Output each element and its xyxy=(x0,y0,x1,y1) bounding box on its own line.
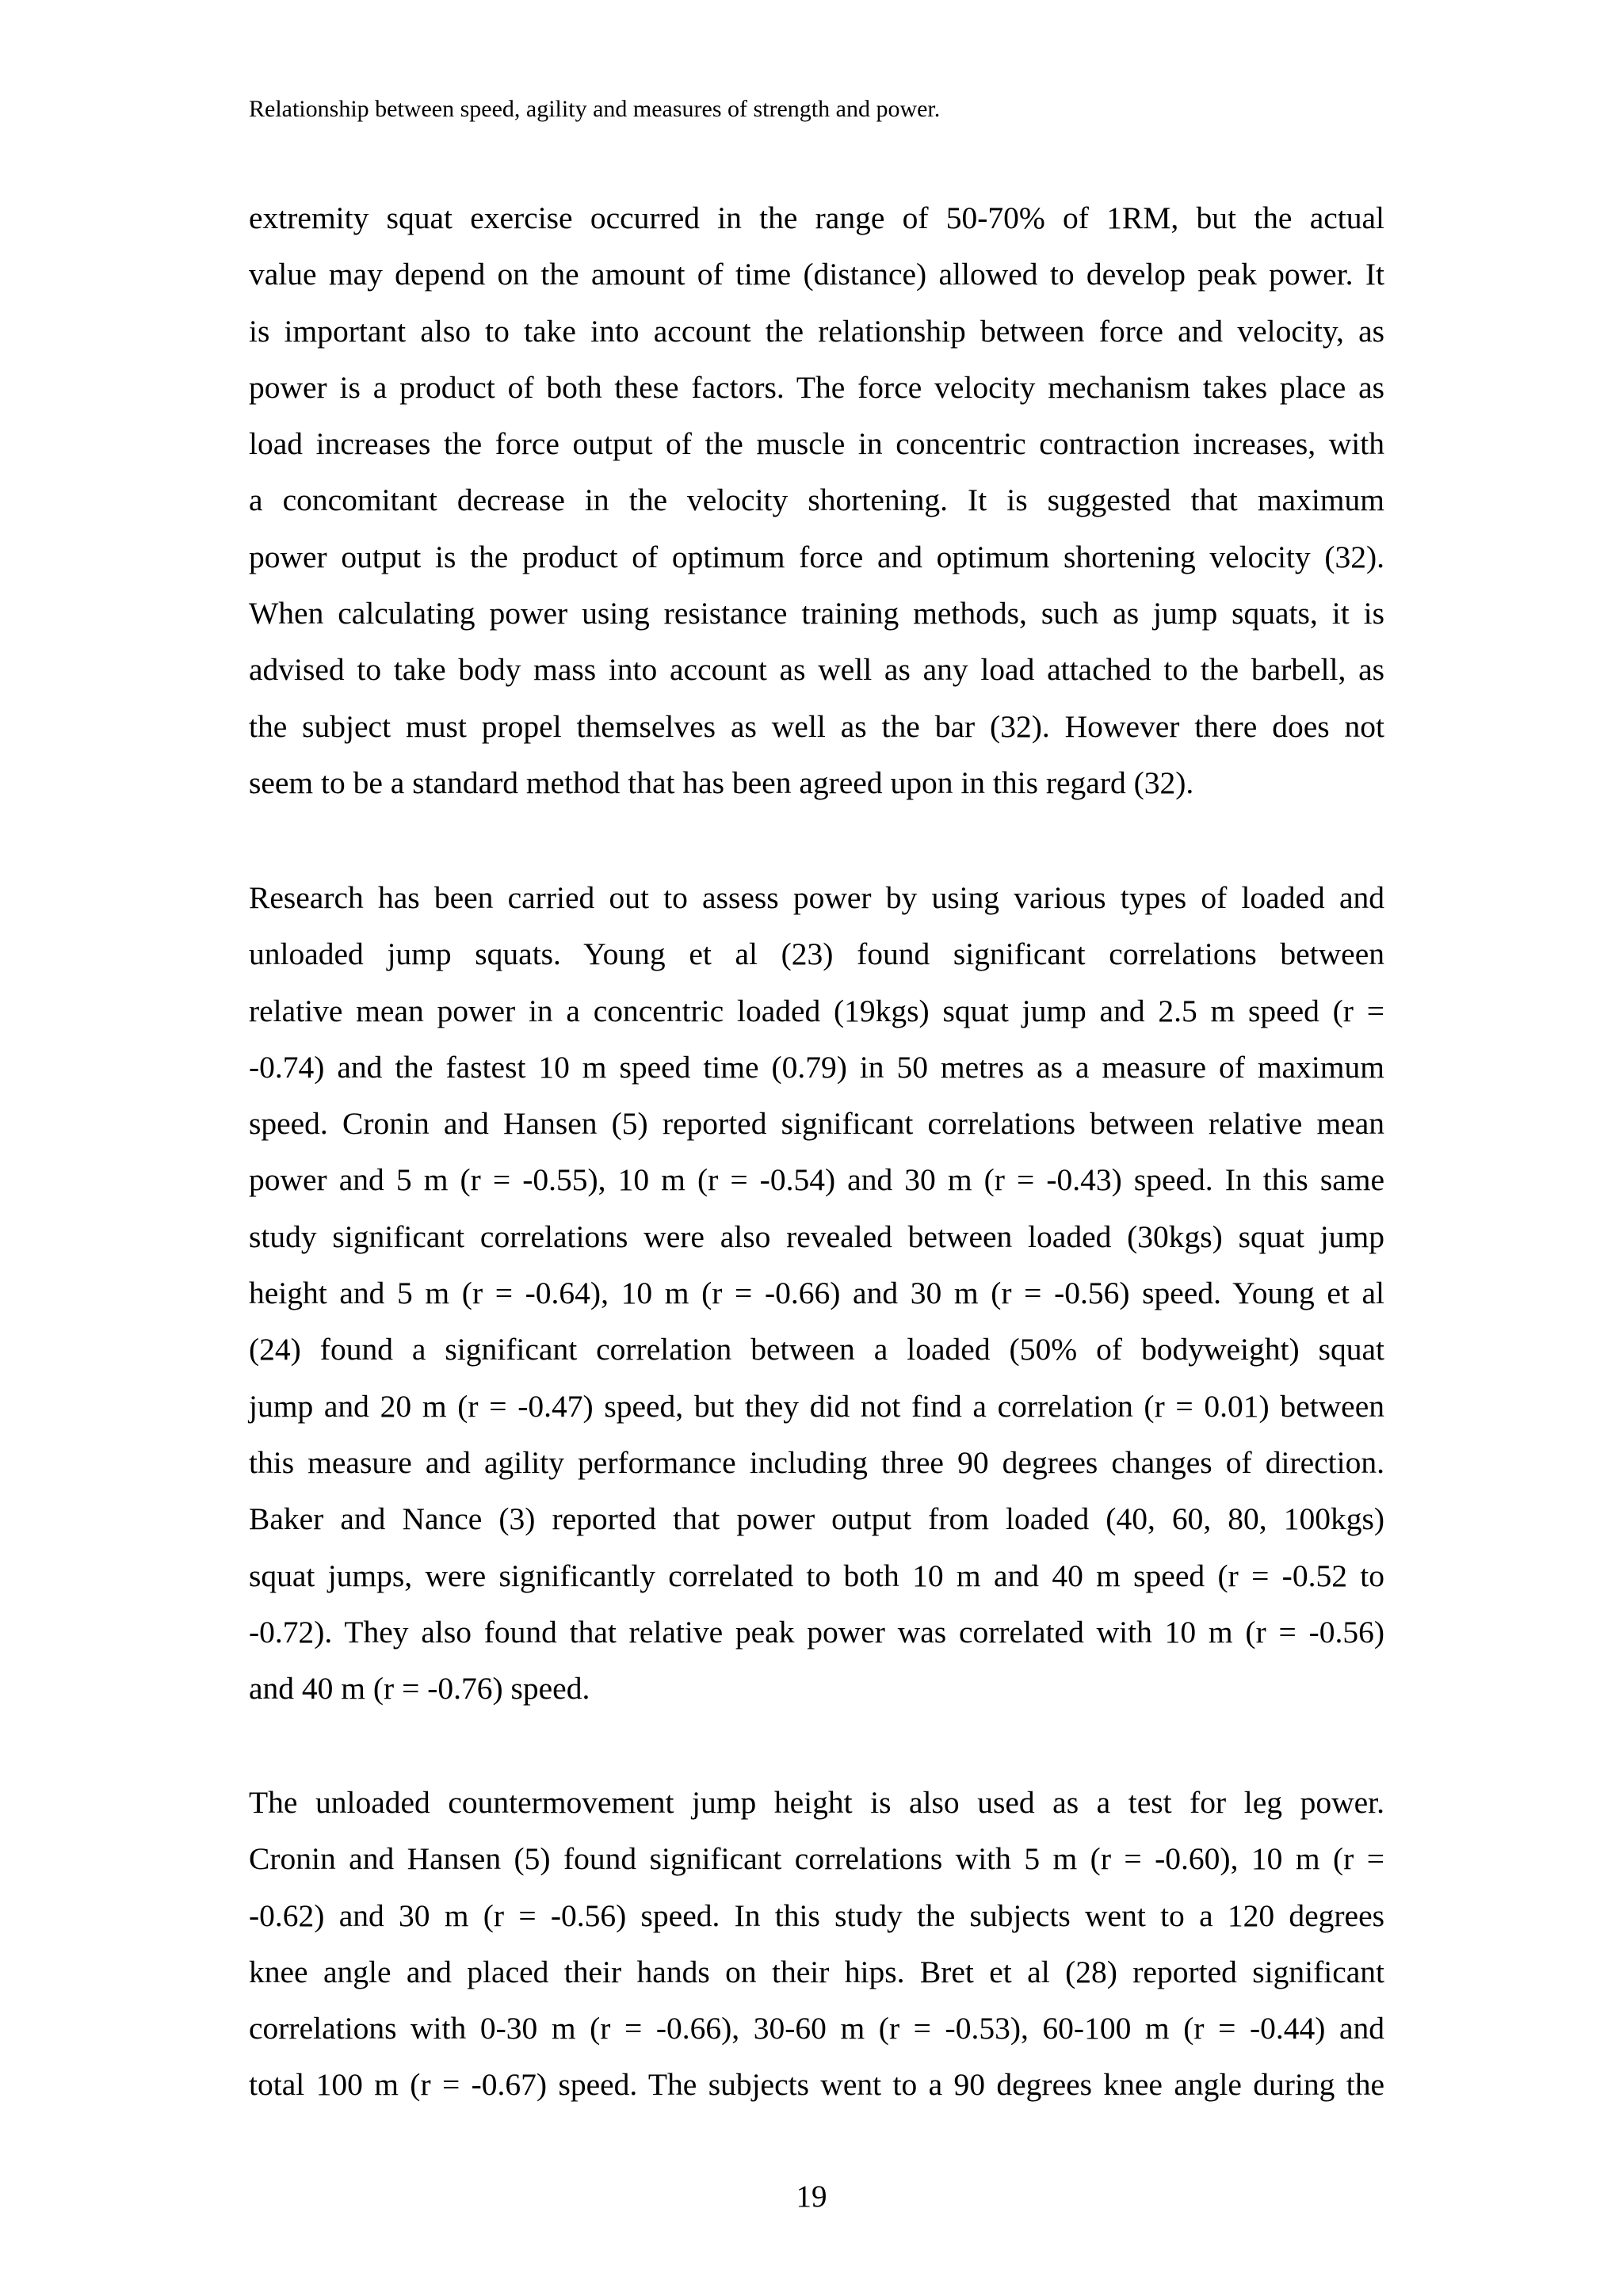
paragraph-jump-squat-research xyxy=(249,870,1384,1717)
text-line: Research has been carried out to assess power by using various types of loaded and xyxy=(249,880,1384,915)
text-line: jump and 20 m (r = -0.47) speed, but they did not find a correlation (r = 0.01) between xyxy=(249,1388,1384,1424)
text-line: seem to be a standard method that has been agreed upon in this regard (32). xyxy=(249,765,1194,800)
text-line: a concomitant decrease in the velocity shortening. It is suggested that maximum xyxy=(249,482,1384,518)
text-line: Baker and Nance (3) reported that power output from loaded (40, 60, 80, 100kgs) xyxy=(249,1501,1384,1537)
text-line: height and 5 m (r = -0.64), 10 m (r = -0.66) and 30 m (r = -0.56) speed. Young et al xyxy=(249,1276,1384,1311)
text-line: (24) found a significant correlation between a loaded (50% of bodyweight) squat xyxy=(249,1332,1384,1367)
text-line: power output is the product of optimum force and optimum shortening velocity (32). xyxy=(249,539,1384,574)
text-line: value may depend on the amount of time (distance) allowed to develop peak power. It xyxy=(249,257,1384,292)
paragraph-power-methods xyxy=(249,190,1384,811)
text-line: correlations with 0-30 m (r = -0.66), 30-60 m (r = -0.53), 60-100 m (r = -0.44) and xyxy=(249,2011,1384,2046)
text-line: extremity squat exercise occurred in the range of 50-70% of 1RM, but the actual xyxy=(249,200,1384,235)
text-line: -0.62) and 30 m (r = -0.56) speed. In this study the subjects went to a 120 degrees xyxy=(249,1897,1384,1933)
text-line: study significant correlations were also revealed between loaded (30kgs) squat jump xyxy=(249,1219,1384,1254)
text-line: power and 5 m (r = -0.55), 10 m (r = -0.54) and 30 m (r = -0.43) speed. In this same xyxy=(249,1162,1384,1198)
text-line: knee angle and placed their hands on their hips. Bret et al (28) reported significant xyxy=(249,1954,1384,1989)
text-line: load increases the force output of the muscle in concentric contraction increases, with xyxy=(249,426,1384,462)
text-line: power is a product of both these factors. The force velocity mechanism takes place as xyxy=(249,369,1384,405)
text-line: speed. Cronin and Hansen (5) reported significant correlations between relative mean xyxy=(249,1106,1384,1142)
text-line: total 100 m (r = -0.67) speed. The subjects went to a 90 degrees knee angle during the xyxy=(249,2067,1384,2103)
running-header: Relationship between speed, agility and measures of strength and power. xyxy=(249,96,941,122)
page-number: 19 xyxy=(796,2180,827,2214)
text-line: advised to take body mass into account as well as any load attached to the barbell, as xyxy=(249,652,1384,688)
text-line: and 40 m (r = -0.76) speed. xyxy=(249,1671,590,1707)
text-line: The unloaded countermovement jump height is also used as a test for leg power. xyxy=(249,1785,1384,1820)
text-line: squat jumps, were significantly correlated to both 10 m and 40 m speed (r = -0.52 to xyxy=(249,1558,1384,1593)
paragraph-countermovement-jump xyxy=(249,1775,1384,2114)
text-line: relative mean power in a concentric loaded (19kgs) squat jump and 2.5 m speed (r = xyxy=(249,993,1384,1028)
text-line: unloaded jump squats. Young et al (23) found significant correlations between xyxy=(249,936,1384,972)
text-line: -0.74) and the fastest 10 m speed time (0.79) in 50 metres as a measure of maximum xyxy=(249,1049,1384,1085)
text-line: this measure and agility performance including three 90 degrees changes of direction. xyxy=(249,1444,1384,1480)
text-line: -0.72). They also found that relative peak power was correlated with 10 m (r = -0.56) xyxy=(249,1614,1384,1650)
text-line: When calculating power using resistance training methods, such as jump squats, it is xyxy=(249,596,1384,631)
text-line: is important also to take into account the relationship between force and velocity, as xyxy=(249,313,1384,349)
text-line: the subject must propel themselves as well as the bar (32). However there does not xyxy=(249,708,1384,744)
text-line: Cronin and Hansen (5) found significant correlations with 5 m (r = -0.60), 10 m (r = xyxy=(249,1841,1384,1877)
